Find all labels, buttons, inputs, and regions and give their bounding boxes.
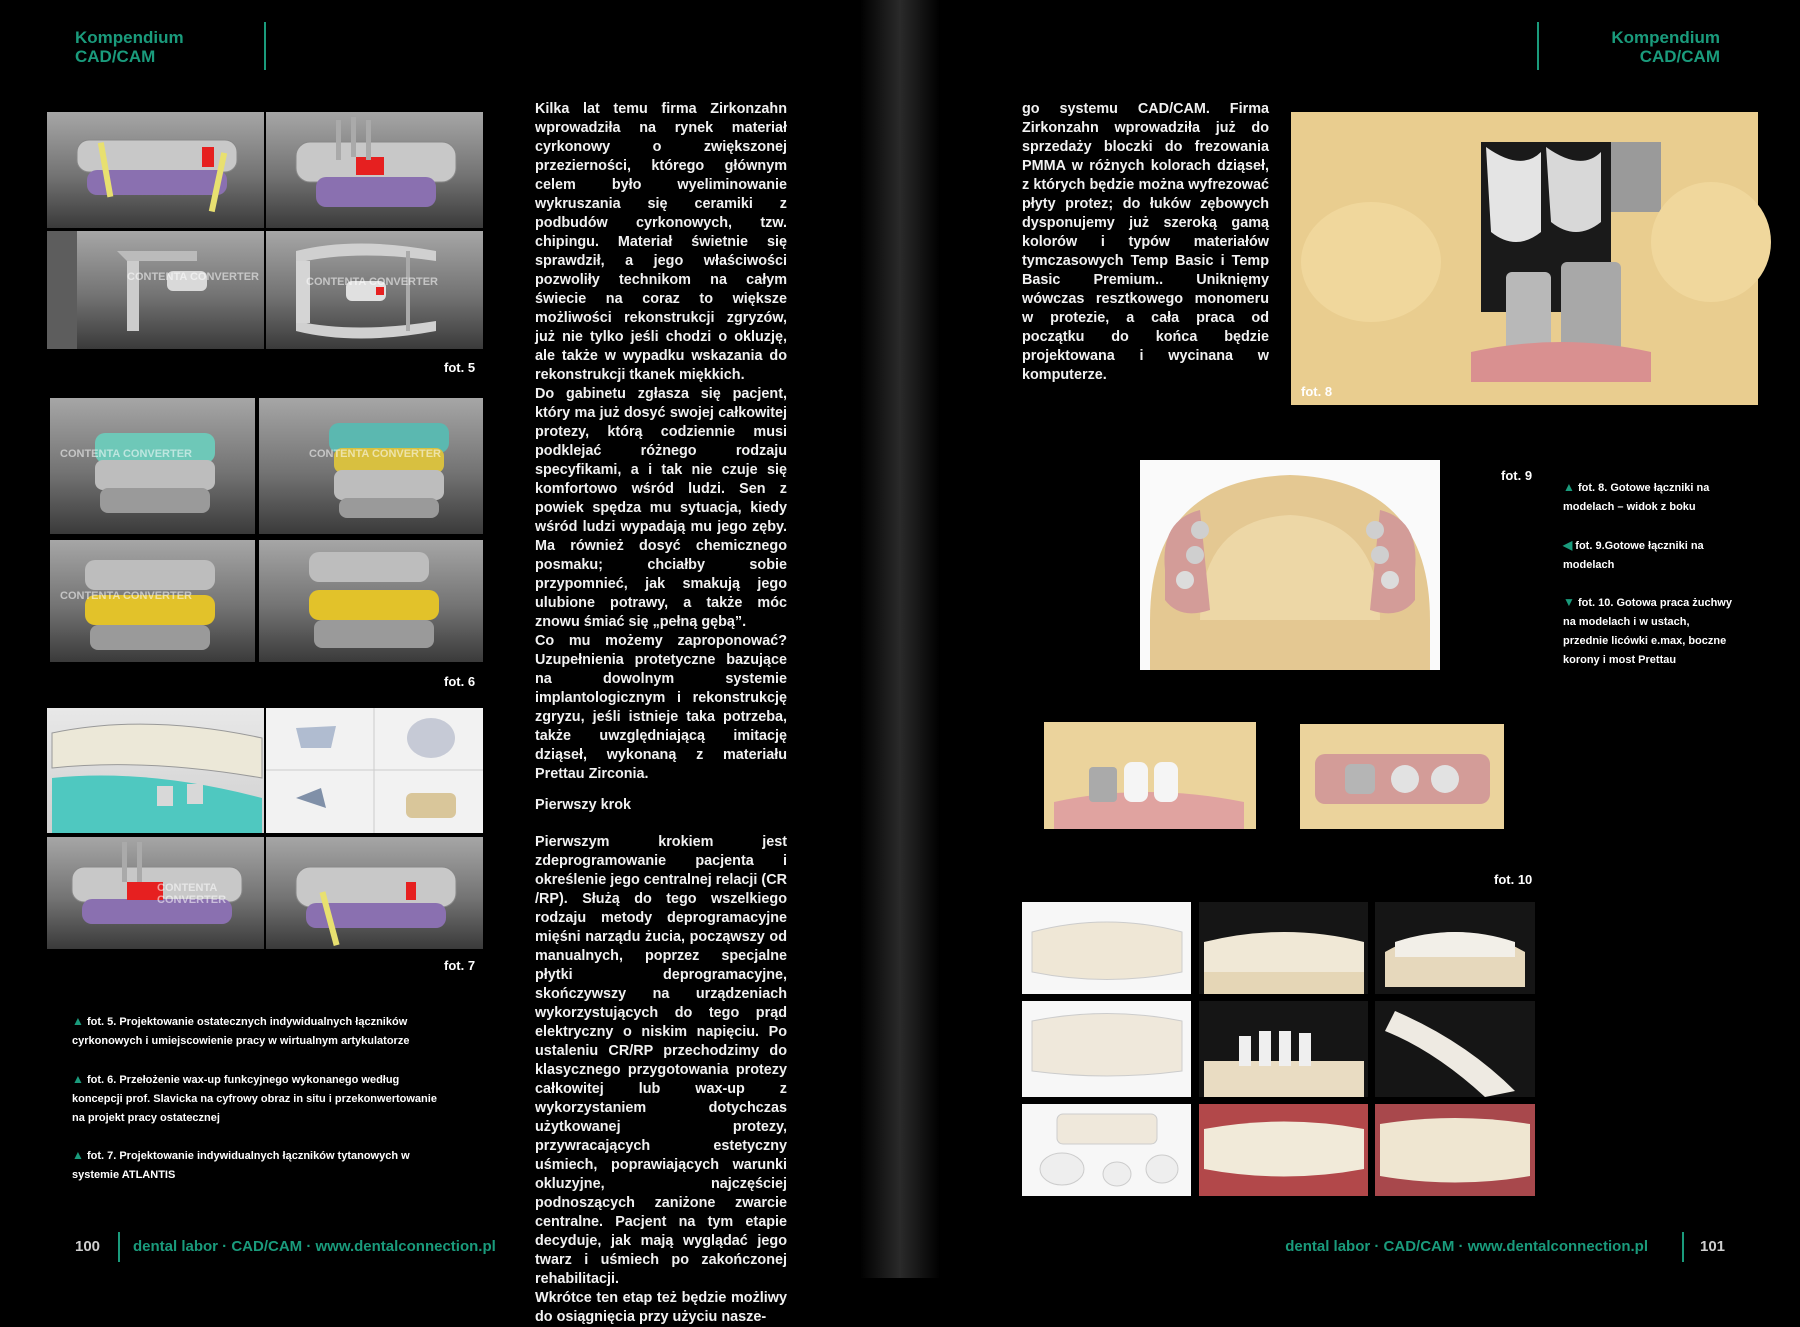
- left-header: [75, 28, 184, 66]
- fot10-image-6: [1375, 1001, 1535, 1097]
- caption-fot10: ▼ fot. 10. Gotowa praca żuchwy na modelach i w ustach, przednie licówki e.max, boczne korony i most Prettau: [1563, 595, 1732, 666]
- paragraph: Do gabinetu zgłasza się pacjent, który ma już dosyć swojej całkowitej protezy, którą codziennie musi podklejać różnego rodzaju specyfikami, a i tak nie czuje się komfortowo wśród ludzi. Sen z powiek spędza mu sytuacja, kiedy wśród ludzi wypadają mu jego zęby. Ma również dosyć chemicznego posmaku; chciałby sobie przypomnieć, jak smakują jego ulubione potrawy, a także móc znowu śmiać się „pełną gębą”.: [535, 386, 787, 630]
- fot5-image-1: [47, 112, 264, 228]
- triangle-down-icon: ▼: [1563, 595, 1575, 609]
- section-heading: Pierwszy krok: [535, 797, 631, 813]
- watermark-text: CONTENTA CONVERTER: [306, 276, 438, 288]
- fot8-detail-image-1: [1044, 722, 1256, 829]
- fot10-image-9: [1375, 1104, 1535, 1196]
- left-page: [0, 0, 900, 1325]
- fot9-image: [1140, 460, 1440, 670]
- fot5-label: fot. 5: [444, 360, 476, 375]
- fot7-image-1: [47, 708, 264, 833]
- paragraph: Wkrótce ten etap też będzie możliwy do osiągnięcia przy użyciu nasze-: [535, 1290, 787, 1325]
- fot8-image: [1291, 112, 1758, 405]
- triangle-up-icon: ▲: [72, 1072, 84, 1086]
- watermark-text: CONTENTA CONVERTER: [309, 448, 441, 460]
- fot10-label: fot. 10: [1494, 872, 1533, 887]
- fot10-image-2: [1199, 902, 1368, 994]
- fot6-image-4: [259, 540, 483, 662]
- fot9-label: fot. 9: [1501, 468, 1533, 483]
- right-header-line2: CAD/CAM: [1639, 47, 1720, 66]
- right-footer-text: dental labor · CAD/CAM · www.dentalconnection.pl: [1285, 1238, 1648, 1255]
- fot5-image-3: [47, 231, 264, 349]
- caption-fot9: ◀ fot. 9.Gotowe łączniki na modelach: [1563, 538, 1704, 571]
- fot5-image-2: [266, 112, 483, 228]
- watermark-text: CONTENTA CONVERTER: [127, 271, 259, 283]
- triangle-up-icon: ▲: [72, 1014, 84, 1028]
- triangle-left-icon: ◀: [1563, 538, 1573, 552]
- watermark-text: CONTENTA CONVERTER: [60, 590, 192, 602]
- caption-fot8: ▲ fot. 8. Gotowe łączniki na modelach – widok z boku: [1563, 480, 1710, 513]
- right-header-line1: Kompendium: [1611, 28, 1720, 47]
- left-footer-divider: [118, 1232, 120, 1262]
- fot7-image-3: [47, 837, 264, 949]
- fot10-image-4: [1022, 1001, 1191, 1097]
- right-page-spine-shadow: [900, 0, 940, 1278]
- fot10-image-7: [1022, 1104, 1191, 1196]
- caption-fot6: ▲ fot. 6. Przełożenie wax-up funkcyjnego wykonanego według koncepcji prof. Slavicka na cyfrowy obraz in situ i przekonwertowanie na projekt pracy ostatecznej: [72, 1072, 437, 1124]
- left-page-spine-shadow: [860, 0, 900, 1278]
- right-header-divider: [1537, 22, 1539, 70]
- fot7-image-2: [266, 708, 483, 833]
- triangle-up-icon: ▲: [72, 1148, 84, 1162]
- cad-teeth-model-graphic: [47, 112, 264, 228]
- left-footer-text: dental labor · CAD/CAM · www.dentalconnection.pl: [133, 1238, 496, 1255]
- caption-fot7: ▲ fot. 7. Projektowanie indywidualnych łączników tytanowych w systemie ATLANTIS: [72, 1148, 410, 1181]
- paragraph: Co mu możemy zaproponować? Uzupełnienia protetyczne bazujące na dowolnym systemie implantologicznym i rekonstrukcję zgryzu, jeśli istnieje taka potrzeba, także uwzględniającą imitację dziąseł, wykonaną z materiału Prettau Zirconia.: [535, 633, 787, 782]
- right-footer-divider: [1682, 1232, 1684, 1262]
- fot5-image-4: [266, 231, 483, 349]
- left-header-divider: [264, 22, 266, 70]
- watermark-text: CONTENTA CONVERTER: [60, 448, 192, 460]
- fot10-image-5: [1199, 1001, 1368, 1097]
- watermark-text: CONTENTA CONVERTER: [157, 882, 227, 906]
- fot6-image-3: [50, 540, 255, 662]
- left-header-line1: Kompendium: [75, 28, 184, 47]
- fot6-image-1: [50, 398, 255, 534]
- fot7-image-4: [266, 837, 483, 949]
- right-page-number: 101: [1700, 1238, 1726, 1255]
- left-header-line2: CAD/CAM: [75, 47, 156, 66]
- fot6-label: fot. 6: [444, 674, 476, 689]
- left-page-number: 100: [75, 1238, 101, 1255]
- right-body-column: [1022, 100, 1269, 385]
- right-header: [1611, 28, 1720, 66]
- fot7-label: fot. 7: [444, 958, 476, 973]
- triangle-up-icon: ▲: [1563, 480, 1575, 494]
- paragraph: Kilka lat temu firma Zirkonzahn wprowadziła na rynek materiał cyrkonowy o zwiększonej przezierności, którego głównym celem było wyeliminowanie wykruszania się ceramiki z podbudów cyrkonowych, tzw. chipingu. Materiał świetnie się sprawdził, a jego właściwości pozwoliły technikom na całym świecie na coraz to większe możliwości rekonstrukcji zgryzów, już nie tylko jeśli chodzi o okluzję, ale także w wypadku wskazania do rekonstrukcji tkanek miękkich.: [535, 101, 787, 383]
- fot8-label: fot. 8: [1301, 384, 1333, 399]
- paragraph: go systemu CAD/CAM. Firma Zirkonzahn wprowadziła już do sprzedaży bloczki do frezowania PMMA w różnych kolorach dziąseł, z których będzie można wyfrezować płyty protez; do łuków zębowych dysponujemy już szeroką gamą kolorów i typów materiałów tymczasowych Temp Basic i Temp Basic Premium.. Uniknięmy wówczas resztkowego monomeru w protezie, a cała praca od początku do końca będzie projektowana i wycinana w komputerze.: [1022, 101, 1269, 383]
- fot6-image-2: [259, 398, 483, 534]
- right-page: [900, 0, 1800, 1278]
- caption-fot5: ▲ fot. 5. Projektowanie ostatecznych indywidualnych łączników cyrkonowych i umiejscowienie pracy w wirtualnym artykulatorze: [72, 1014, 410, 1047]
- paragraph: Pierwszym krokiem jest zdeprogramowanie pacjenta i określenie jego centralnej relacji (CR /RP). Służą do tego wszelkiego rodzaju metody deprogramacyjne mięśni narządu żucia, począwszy od manualnych, poprzez specjalne płytki deprogramacyjne, skończywszy na urządzeniach wykorzystujących do tego prąd elektryczny o niskim napięciu. Po ustaleniu CR/RP przechodzimy do klasycznego przygotowania protezy całkowitej lub wax-up z wykorzystaniem dotychczas użytkowanej protezy, przywracających estetyczny uśmiech, poprawiających warunki okluzyjne, najczęściej podnoszących zaniżone zwarcie centralne. Pacjent na tym etapie decyduje, jak mają wyglądać jego twarz i uśmiech po zakończonej rehabilitacji.: [535, 834, 787, 1287]
- fot10-image-3: [1375, 902, 1535, 994]
- fot10-image-8: [1199, 1104, 1368, 1196]
- left-body-column: [535, 100, 787, 1327]
- fot8-detail-image-2: [1300, 724, 1504, 829]
- fot10-image-1: [1022, 902, 1191, 994]
